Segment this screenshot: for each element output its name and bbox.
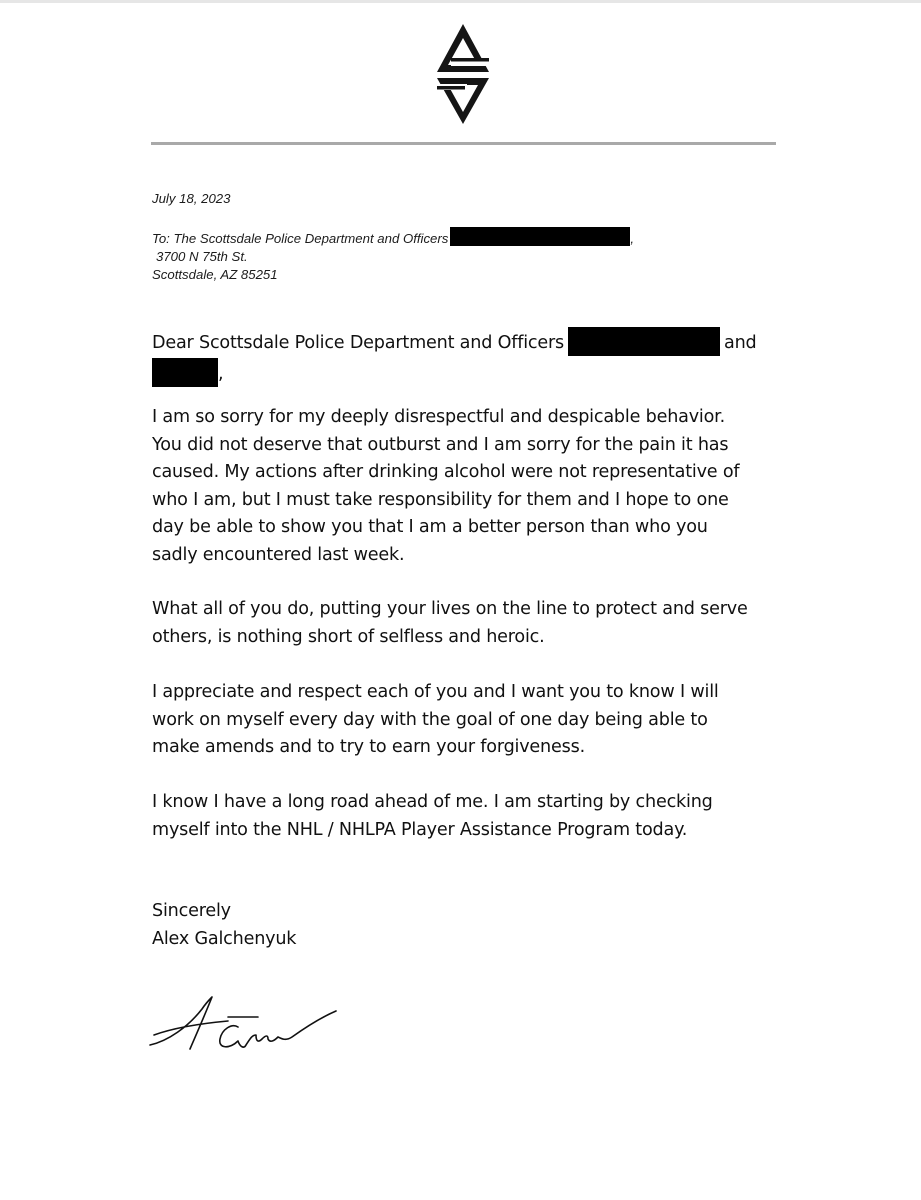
text-line: myself into the NHL / NHLPA Player Assistance Program today. xyxy=(152,819,688,840)
text-line: What all of you do, putting your lives on the line to protect and serve xyxy=(152,599,748,619)
paragraph-praise xyxy=(152,596,792,651)
text-line: make amends and to try to earn your forgiveness. xyxy=(152,737,585,757)
address-recipient-text: To: The Scottsdale Police Department and Officers xyxy=(152,231,449,246)
text-line: I know I have a long road ahead of me. I am starting by checking xyxy=(152,792,713,812)
redaction-box xyxy=(152,358,218,387)
signer-name: Alex Galchenyuk xyxy=(152,928,297,949)
handwritten-signature xyxy=(146,995,338,1055)
redaction-box xyxy=(568,327,720,356)
ag-monogram-logo xyxy=(433,22,493,126)
salutation-text: Dear Scottsdale Police Department and Officers xyxy=(152,333,564,353)
salutation-line-1 xyxy=(152,327,792,358)
closing-text: Sincerely xyxy=(152,901,231,921)
header-rule xyxy=(151,142,776,145)
paragraph-program xyxy=(152,789,792,844)
address-street: 3700 N 75th St. xyxy=(156,249,248,264)
salutation-and: and xyxy=(724,333,757,353)
top-border xyxy=(0,0,921,3)
text-line: I appreciate and respect each of you and I want you to know I will xyxy=(152,682,719,702)
text-line: others, is nothing short of selfless and heroic. xyxy=(152,626,545,647)
paragraph-apology xyxy=(152,404,792,569)
text-line: who I am, but I must take responsibility for them and I hope to one xyxy=(152,489,729,510)
closing-block xyxy=(152,898,792,953)
text-line: work on myself every day with the goal of one day being able to xyxy=(152,709,708,730)
letter-date: July 18, 2023 xyxy=(152,191,231,206)
text-line: day be able to show you that I am a better person than who you xyxy=(152,517,708,537)
paragraph-commitment xyxy=(152,679,792,762)
salutation-comma: , xyxy=(218,363,224,384)
redaction-box xyxy=(450,227,630,246)
address-city: Scottsdale, AZ 85251 xyxy=(152,267,278,282)
address-line-1 xyxy=(152,227,634,248)
text-line: caused. My actions after drinking alcohol were not representative of xyxy=(152,462,740,482)
salutation xyxy=(152,327,792,388)
recipient-address xyxy=(152,227,634,284)
salutation-line-2 xyxy=(152,358,792,389)
address-comma: , xyxy=(630,231,635,246)
text-line: I am so sorry for my deeply disrespectful and despicable behavior. xyxy=(152,407,725,427)
text-line: You did not deserve that outburst and I am sorry for the pain it has xyxy=(152,434,729,455)
text-line: sadly encountered last week. xyxy=(152,544,405,565)
